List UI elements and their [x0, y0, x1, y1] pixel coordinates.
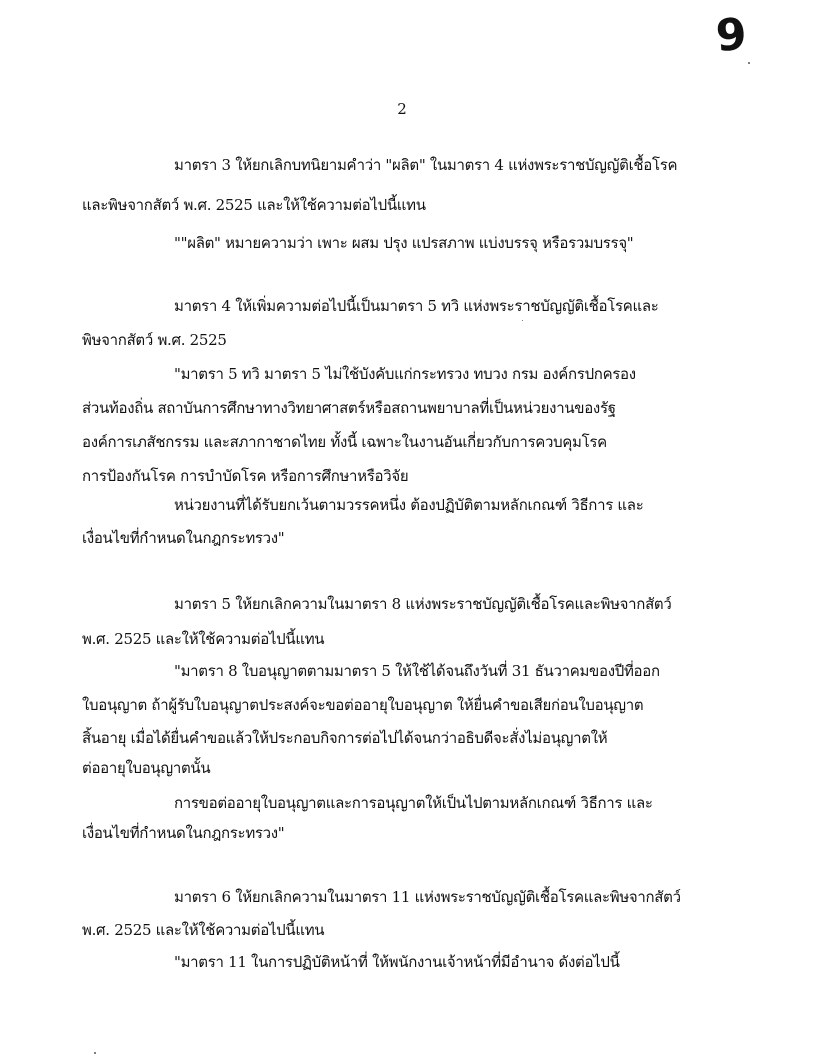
section-5-line: เงื่อนไขที่กำหนดในกฎกระทรวง"	[82, 824, 285, 842]
section-4-heading-line: มาตรา 4 ให้เพิ่มความต่อไปนี้เป็นมาตรา 5 ทวิ แห่งพระราชบัญญัติเชื้อโรคและ	[174, 297, 659, 315]
scan-speck	[522, 320, 523, 321]
section-5-paragraph-line: การขอต่ออายุใบอนุญาตและการอนุญาตให้เป็นไปตามหลักเกณฑ์ วิธีการ และ	[174, 794, 653, 812]
section-6-quote-line: "มาตรา 11 ในการปฏิบัติหน้าที่ ให้พนักงานเจ้าหน้าที่มีอำนาจ ดังต่อไปนี้	[174, 953, 620, 971]
section-4-line: เงื่อนไขที่กำหนดในกฎกระทรวง"	[82, 529, 285, 547]
section-4-line: การป้องกันโรค การบำบัดโรค หรือการศึกษาหรือวิจัย	[82, 467, 409, 485]
section-3-heading-line: มาตรา 3 ให้ยกเลิกบทนิยามคำว่า "ผลิต" ในมาตรา 4 แห่งพระราชบัญญัติเชื้อโรค	[174, 156, 678, 174]
section-5-line: สิ้นอายุ เมื่อได้ยื่นคำขอแล้วให้ประกอบกิจการต่อไปได้จนกว่าอธิบดีจะสั่งไม่อนุญาตให้	[82, 729, 608, 747]
section-5-line: ต่ออายุใบอนุญาตนั้น	[82, 759, 211, 777]
section-4-paragraph-line: หน่วยงานที่ได้รับยกเว้นตามวรรคหนึ่ง ต้องปฏิบัติตามหลักเกณฑ์ วิธีการ และ	[174, 496, 644, 514]
page-number: 2	[397, 100, 407, 118]
section-4-line: ส่วนท้องถิ่น สถาบันการศึกษาทางวิทยาศาสตร์หรือสถานพยาบาลที่เป็นหน่วยงานของรัฐ	[82, 399, 616, 417]
section-4-line: องค์การเภสัชกรรม และสภากาชาดไทย ทั้งนี้ เฉพาะในงานอันเกี่ยวกับการควบคุมโรค	[82, 433, 607, 451]
section-5-quote-line: "มาตรา 8 ใบอนุญาตตามมาตรา 5 ให้ใช้ได้จนถึงวันที่ 31 ธันวาคมของปีที่ออก	[174, 662, 660, 680]
section-3-quote-line: ""ผลิต" หมายความว่า เพาะ ผสม ปรุง แปรสภาพ แบ่งบรรจุ หรือรวมบรรจุ"	[174, 234, 634, 252]
section-6-heading-line: มาตรา 6 ให้ยกเลิกความในมาตรา 11 แห่งพระราชบัญญัติเชื้อโรคและพิษจากสัตว์	[174, 888, 681, 906]
section-4-quote-line: "มาตรา 5 ทวิ มาตรา 5 ไม่ใช้บังคับแก่กระทรวง ทบวง กรม องค์กรปกครอง	[174, 365, 636, 383]
section-6-line: พ.ศ. 2525 และให้ใช้ความต่อไปนี้แทน	[82, 921, 325, 939]
section-3-line: และพิษจากสัตว์ พ.ศ. 2525 และให้ใช้ความต่อไปนี้แทน	[82, 196, 426, 214]
scan-speck	[748, 62, 750, 64]
scan-speck	[94, 1052, 96, 1054]
handwritten-page-mark: 9	[714, 8, 749, 63]
section-4-line: พิษจากสัตว์ พ.ศ. 2525	[82, 331, 227, 349]
section-5-line: ใบอนุญาต ถ้าผู้รับใบอนุญาตประสงค์จะขอต่ออายุใบอนุญาต ให้ยื่นคำขอเสียก่อนใบอนุญาต	[82, 696, 644, 714]
section-5-heading-line: มาตรา 5 ให้ยกเลิกความในมาตรา 8 แห่งพระราชบัญญัติเชื้อโรคและพิษจากสัตว์	[174, 595, 672, 613]
section-5-line: พ.ศ. 2525 และให้ใช้ความต่อไปนี้แทน	[82, 630, 325, 648]
